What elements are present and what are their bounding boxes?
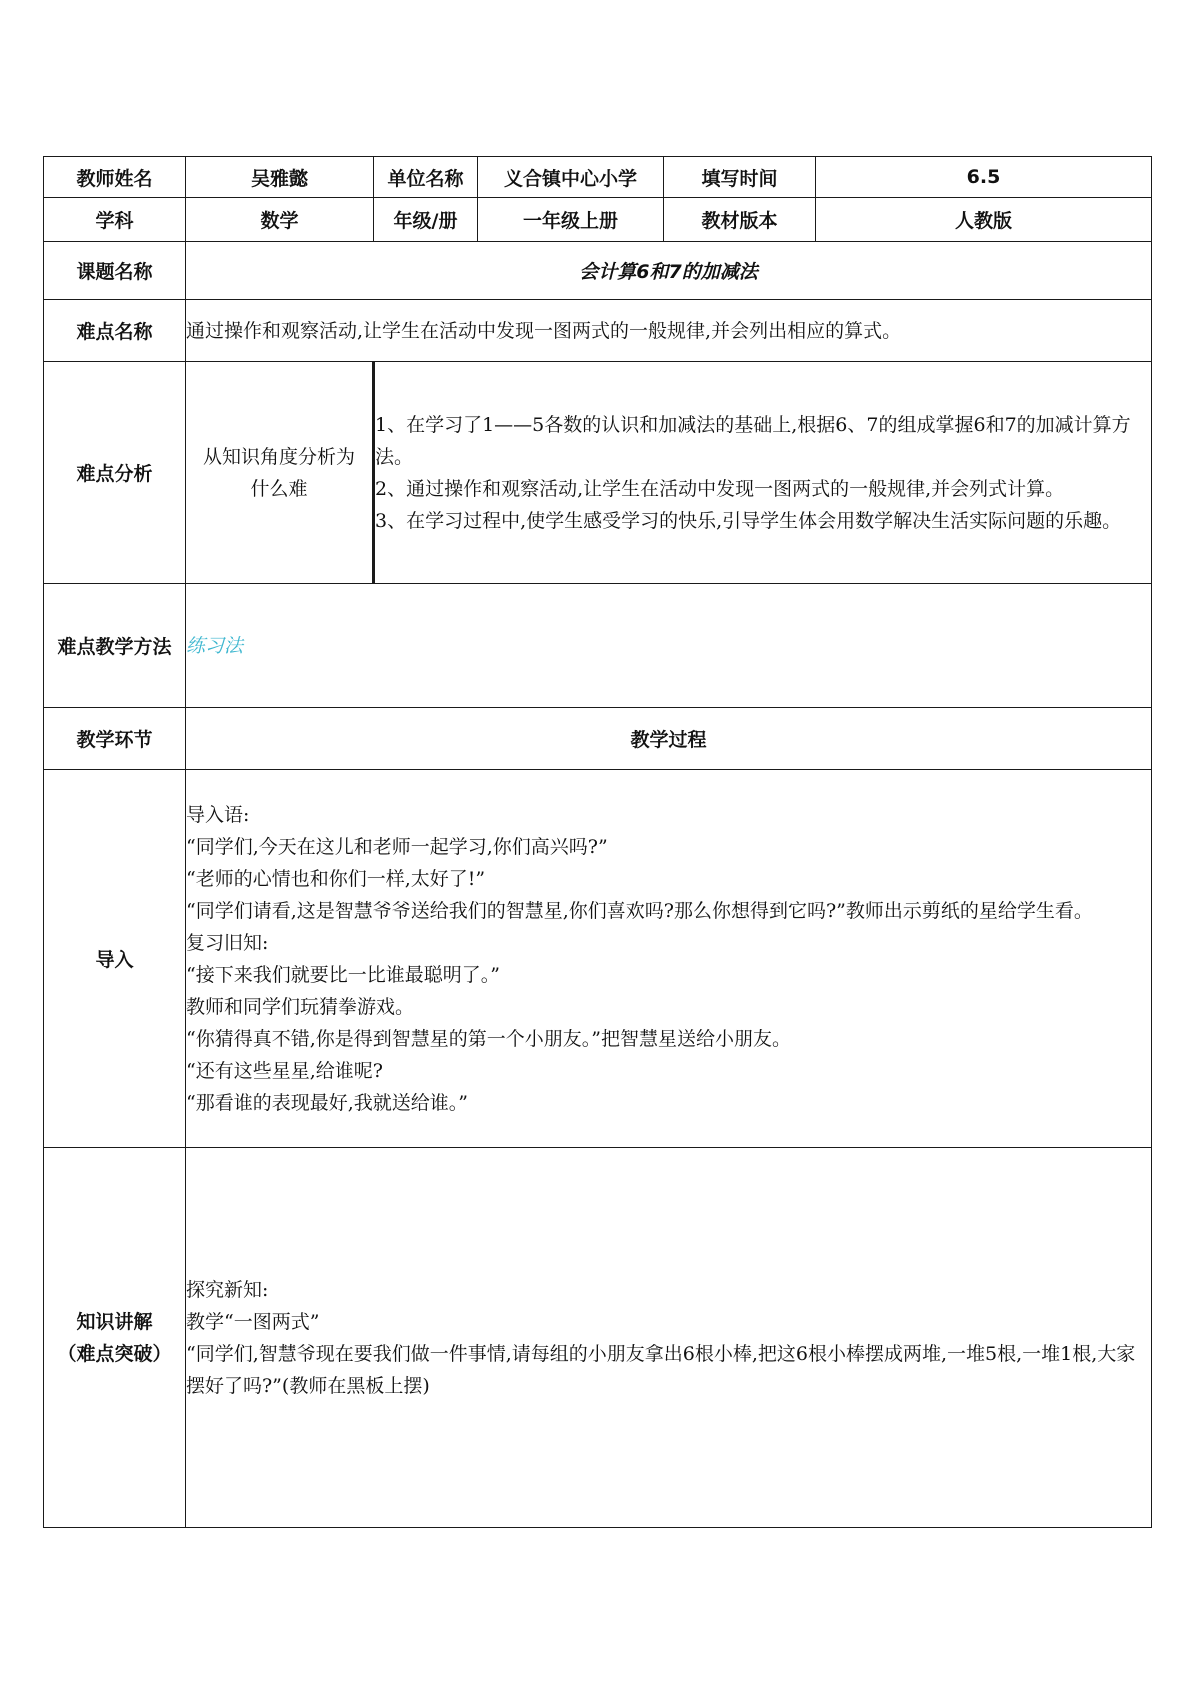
knowledge-content [186, 1148, 1152, 1528]
stage-label: 教学环节 [44, 708, 186, 770]
intro-line: “同学们请看,这是智慧爷爷送给我们的智慧星,你们喜欢吗?那么你想得到它吗?”教师出示剪纸的星给学生看。 [186, 899, 1093, 922]
intro-line: “接下来我们就要比一比谁最聪明了。” [186, 963, 500, 986]
topic-value: 会计算6和7的加减法 [186, 242, 1152, 300]
knowledge-label-line1: 知识讲解 [76, 1310, 153, 1333]
unit-label: 单位名称 [374, 157, 478, 198]
teacher-label: 教师姓名 [44, 157, 186, 198]
grade-value: 一年级上册 [478, 198, 664, 242]
method-cell [186, 584, 1152, 708]
knowledge-line: “同学们,智慧爷现在要我们做一件事情,请每组的小朋友拿出6根小棒,把这6根小棒摆成两堆,一堆5根,一堆1根,大家摆好了吗?”(教师在黑板上摆) [186, 1342, 1136, 1397]
intro-line: “还有这些星星,给谁呢? [186, 1059, 383, 1082]
intro-line: 复习旧知: [186, 931, 269, 954]
unit-name: 义合镇中心小学 [478, 157, 664, 198]
lesson-plan-table [43, 156, 1152, 1528]
subject-label: 学科 [44, 198, 186, 242]
teacher-name: 吴雅懿 [186, 157, 374, 198]
intro-content [186, 770, 1152, 1148]
intro-line: “老师的心情也和你们一样,太好了!” [186, 867, 486, 890]
date-value: 6.5 [816, 157, 1152, 198]
header-row-2 [44, 198, 1152, 242]
analysis-point: 3、在学习过程中,使学生感受学习的快乐,引导学生体会用数学解决生活实际问题的乐趣。 [375, 509, 1122, 532]
intro-label: 导入 [44, 770, 186, 1148]
edition-label: 教材版本 [664, 198, 816, 242]
edition-value: 人教版 [816, 198, 1152, 242]
intro-row [44, 770, 1152, 1148]
process-label: 教学过程 [186, 708, 1152, 770]
analysis-point: 1、在学习了1——5各数的认识和加减法的基础上,根据6、7的组成掌握6和7的加减计算方法。 [375, 413, 1131, 468]
analysis-label: 难点分析 [44, 362, 186, 584]
process-header-row [44, 708, 1152, 770]
difficulty-row [44, 300, 1152, 362]
subject-value: 数学 [186, 198, 374, 242]
knowledge-row [44, 1148, 1152, 1528]
knowledge-line: 教学“一图两式” [186, 1310, 320, 1333]
method-label: 难点教学方法 [44, 584, 186, 708]
method-row [44, 584, 1152, 708]
knowledge-label [44, 1148, 186, 1528]
header-row-1 [44, 157, 1152, 198]
date-label: 填写时间 [664, 157, 816, 198]
knowledge-label-line2: （难点突破） [57, 1342, 172, 1365]
analysis-sub-label: 从知识角度分析为什么难 [202, 445, 355, 500]
analysis-point: 2、通过操作和观察活动,让学生在活动中发现一图两式的一般规律,并会列式计算。 [375, 477, 1065, 500]
knowledge-line: 探究新知: [186, 1278, 269, 1301]
difficulty-value: 通过操作和观察活动,让学生在活动中发现一图两式的一般规律,并会列出相应的算式。 [186, 300, 1152, 362]
intro-line: 导入语: [186, 803, 250, 826]
intro-line: “同学们,今天在这儿和老师一起学习,你们高兴吗?” [186, 835, 608, 858]
intro-line: “你猜得真不错,你是得到智慧星的第一个小朋友。”把智慧星送给小朋友。 [186, 1027, 791, 1050]
topic-label: 课题名称 [44, 242, 186, 300]
difficulty-label: 难点名称 [44, 300, 186, 362]
analysis-sub-label-cell [186, 362, 374, 584]
analysis-points [374, 362, 1152, 584]
intro-line: “那看谁的表现最好,我就送给谁。” [186, 1091, 468, 1114]
grade-label: 年级/册 [374, 198, 478, 242]
intro-line: 教师和同学们玩猜拳游戏。 [186, 995, 415, 1018]
method-value: 练习法 [186, 634, 244, 657]
topic-row [44, 242, 1152, 300]
analysis-row [44, 362, 1152, 584]
